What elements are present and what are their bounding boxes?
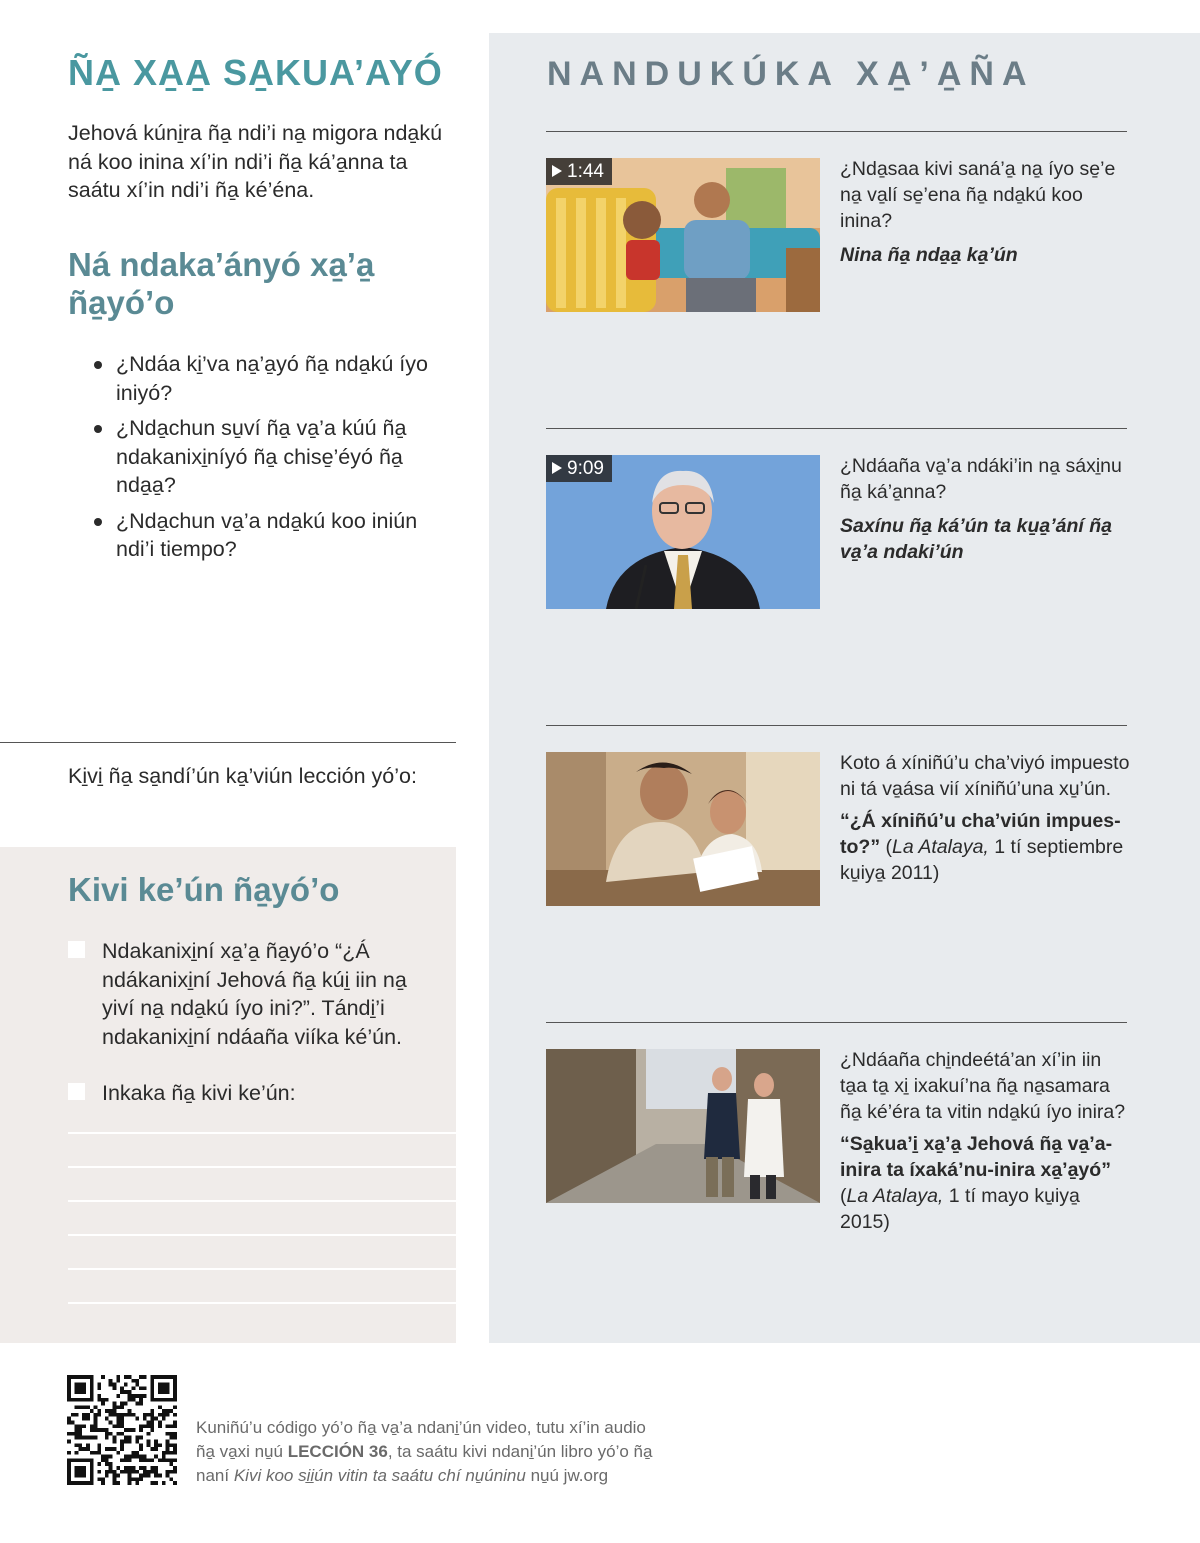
video-link[interactable]: Nina ña̱ nda̱a̱ ka̱’ún [840, 244, 1018, 266]
article-thumbnail [546, 752, 820, 906]
date-learned-label: Ki̱vi̱ ña̱ sa̱ndí’ún ka̱’viún lección yó’o: [68, 764, 417, 788]
write-line[interactable] [68, 1132, 456, 1134]
couple-walking-photo [546, 1049, 820, 1203]
play-icon [552, 462, 562, 474]
article-reference[interactable]: “Sa̱kua’i̱ xa̱’a̱ Jehová ña̱ va̱’a-inira ta íxaká’nu-inira xa̱’a̱yó” (La Atalaya, 1 tí mayo ku̱iya̱ 2015) [840, 1133, 1113, 1233]
goal-item [68, 937, 438, 1051]
divider [546, 725, 1127, 726]
video-duration-badge: 9:09 [546, 455, 612, 482]
article-title: “¿Á xíniñú’u cha’viún impuesto?” [840, 810, 1121, 858]
book-title: Kivi koo si̱i̱ún vitin ta saátu chí nu̱úninu [233, 1466, 526, 1485]
bullet-icon [94, 425, 102, 433]
explore-title: NANDUKÚKA XA̱’A̱ÑA [547, 55, 1035, 93]
explore-question: Koto á xíniñú’u cha’viyó impuesto ni tá va̱ása vií xíniñú’una xu̱’ún. [840, 752, 1130, 800]
explore-item-article [546, 1049, 1146, 1233]
review-title: Ná ndaka’ányó xa̱’a̱ ña̱yó’o [68, 246, 375, 321]
divider [0, 742, 456, 743]
explore-item-video [546, 158, 1146, 318]
divider [546, 428, 1127, 429]
explore-question: ¿Ndáaña va̱’a ndáki’in na̱ sáxi̱nu ña̱ ká’a̱nna? [840, 455, 1122, 503]
article-thumbnail [546, 1049, 820, 1203]
publication-name: La Atalaya, [892, 836, 989, 858]
write-line[interactable] [68, 1234, 456, 1236]
write-line[interactable] [68, 1200, 456, 1202]
footer-line: Kuniñú’u código yó’o ña̱ va̱’a ndani̱’ún video, tutu xí’in audio [196, 1418, 646, 1437]
lesson-number: LECCIÓN 36 [287, 1442, 388, 1461]
write-line[interactable] [68, 1268, 456, 1270]
explore-item-video [546, 455, 1146, 615]
review-questions [88, 350, 448, 571]
video-duration-badge: 1:44 [546, 158, 612, 185]
publication-date: 1 tí mayo ku̱iya̱ 2015) [840, 1185, 1080, 1233]
explore-item-description [840, 453, 1130, 565]
explore-question: ¿Nda̱saa kivi saná’a̱ na̱ íyo se̱’e na̱ va̱lí se̱’ena ña̱ nda̱kú koo inina? [840, 158, 1116, 232]
qr-code[interactable] [67, 1375, 177, 1485]
explore-item-description [840, 156, 1130, 268]
footer-line: ña̱ va̱xi nu̱ú LECCIÓN 36, ta saátu kivi ndani̱’ún libro yó’o ña̱ [196, 1442, 653, 1461]
goal-title: Kivi ke’ún ña̱yó’o [68, 871, 340, 908]
summary-title: ÑA̱ XA̱A̱ SA̱KUA’AYÓ [68, 52, 443, 93]
goal-panel [0, 847, 456, 1343]
play-icon [552, 165, 562, 177]
publication-name: La Atalaya, [846, 1185, 944, 1207]
goal-item [68, 1079, 438, 1108]
video-thumbnail[interactable] [546, 455, 820, 609]
explore-item-article [546, 752, 1146, 912]
video-thumbnail[interactable] [546, 158, 820, 312]
publication-date: 1 tí septiembre ku̱iya̱ 2011) [840, 836, 1124, 884]
summary-text: Jehová kúni̱ra ña̱ ndi’i na̱ migora nda̱kú ná koo inina xí’in ndi’i ña̱ ká’a̱nna ta saátu xí’in ndi’i ña̱ ké’éna. [68, 121, 443, 202]
bullet-icon [94, 361, 102, 369]
explore-panel [489, 33, 1200, 1343]
couple-paperwork-photo [546, 752, 820, 906]
explore-item-description [840, 1047, 1130, 1235]
review-question: ¿Nda̱chun va̱’a nda̱kú koo iniún ndi’i tiempo? [88, 507, 448, 564]
video-link[interactable]: Saxínu ña̱ ká’ún ta ku̱a̱’ání ña̱ va̱’a ndaki’ún [840, 515, 1113, 563]
goal-item-text: Ndakanixi̱ní xa̱’a̱ ña̱yó’o “¿Á ndákanixi̱ní Jehová ña̱ kúi̱ iin na̱ yiví na̱ nda̱kú íyo ini?”. Tándi̱’i ndakanixi̱ní ndáaña viíka ké’ún. [102, 939, 407, 1049]
footer-text [196, 1416, 716, 1488]
bullet-icon [94, 518, 102, 526]
review-question: ¿Nda̱chun su̱ví ña̱ va̱’a kúú ña̱ ndakanixi̱níyó ña̱ chise̱’éyó ña̱ nda̱a̱? [88, 414, 448, 500]
review-question: ¿Ndáa ki̱’va na̱’a̱yó ña̱ nda̱kú íyo iniyó? [88, 350, 448, 407]
checkbox-icon[interactable] [68, 1083, 85, 1100]
article-reference[interactable]: “¿Á xíniñú’u cha’viún impuesto?” (La Atalaya, 1 tí septiembre ku̱iya̱ 2011) [840, 810, 1124, 884]
explore-item-description [840, 750, 1130, 886]
divider [546, 1022, 1127, 1023]
goal-item-text: Inkaka ña̱ kivi ke’ún: [102, 1081, 296, 1105]
article-title: “Sa̱kua’i̱ xa̱’a̱ Jehová ña̱ va̱’a-inira ta íxaká’nu-inira xa̱’a̱yó” [840, 1133, 1113, 1181]
explore-question: ¿Ndáaña chi̱ndeétá’an xí’in iin ta̱a ta̱ xi̱ ixakuí’na ña̱ na̱samara ña̱ ké’éra ta vitin nda̱kú íyo inira? [840, 1049, 1126, 1123]
footer-line: naní Kivi koo si̱i̱ún vitin ta saátu chí nu̱úninu nu̱ú jw.org [196, 1466, 609, 1485]
write-line[interactable] [68, 1166, 456, 1168]
write-line[interactable] [68, 1302, 456, 1304]
checkbox-icon[interactable] [68, 941, 85, 958]
divider [546, 131, 1127, 132]
